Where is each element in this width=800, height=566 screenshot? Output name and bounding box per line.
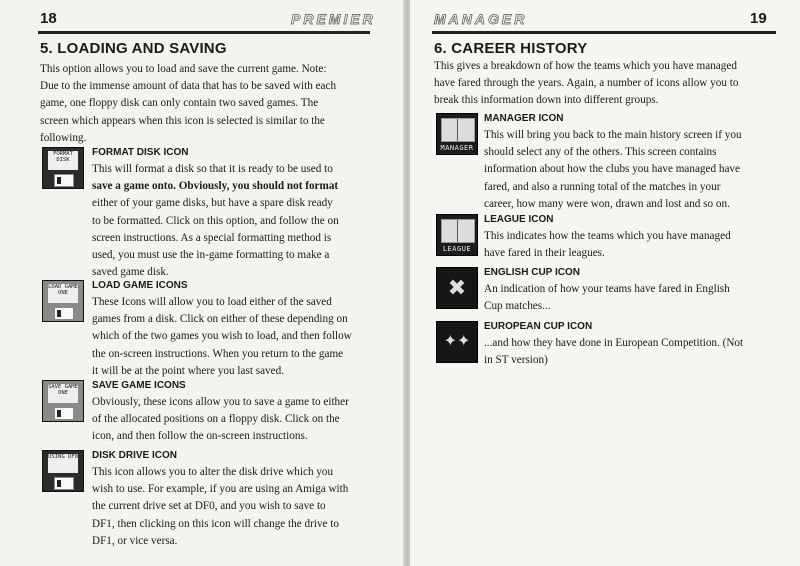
manager-book-icon: MANAGER — [436, 113, 478, 155]
page-number: 19 — [750, 10, 767, 27]
league-item — [436, 214, 791, 262]
format-disk-item — [42, 147, 382, 281]
item-title: EUROPEAN CUP ICON — [484, 321, 593, 332]
english-cup-item — [436, 267, 791, 315]
running-head: MANAGER — [434, 11, 528, 27]
header-rule — [38, 31, 370, 34]
item-description: This icon allows you to alter the disk drive which you wish to use. For example, if you are using an Amiga with the current drive set at DF0, and you wish to save to DF1, then clicking on this icon will change the drive to DF1, or vice versa. — [92, 466, 349, 547]
english-flag-icon: ✖ — [436, 267, 478, 309]
section-intro: This option allows you to load and save the current game. Note: Due to the immense amount of data that has to be saved with each game, one floppy disk can only contain two saved games. The screen which appears when this icon is selected is similar to the following. — [40, 63, 337, 144]
header-rule — [432, 31, 776, 34]
item-title: MANAGER ICON — [484, 113, 564, 124]
section-title: 5. LOADING AND SAVING — [40, 40, 227, 57]
item-description: ...and how they have done in European Competition. (Not in ST version) — [484, 337, 744, 367]
item-title: FORMAT DISK ICON — [92, 147, 189, 158]
european-stars-icon: ✦✦ — [436, 321, 478, 363]
item-description: This will format a disk so that it is ready to be used to save a game onto. Obviously, you should not format either of your game disks, but have a spare disk ready to be formatted. Click on this option, and follow the on screen instructions. As a special formatting method is used, you must use the in-game formatting to make a saved game disk. — [92, 163, 339, 279]
manager-item — [436, 113, 791, 213]
section-intro: This gives a breakdown of how the teams which you have managed have fared through the years. Again, a number of icons allow you to break this information down into different groups. — [434, 60, 739, 107]
item-title: LOAD GAME ICONS — [92, 280, 188, 291]
european-cup-item — [436, 321, 791, 369]
right-page — [410, 0, 800, 566]
item-title: ENGLISH CUP ICON — [484, 267, 580, 278]
save-game-icon: SAVE GAME ONE — [42, 380, 84, 422]
item-title: LEAGUE ICON — [484, 214, 554, 225]
load-game-item — [42, 280, 382, 380]
item-description: Obviously, these icons allow you to save a game to either of the allocated positions on a floppy disk. Click on the icon, and then follow the on-screen instructions. — [92, 396, 349, 443]
disk-drive-icon: USING DF0 — [42, 450, 84, 492]
page-number: 18 — [40, 10, 57, 27]
item-description: This will bring you back to the main history screen if you should select any of the others. This screen contains information about how the clubs you have managed have fared, and also a running total of the matches in your career, how many were won, drawn and lost and so on. — [484, 129, 742, 210]
running-head: PREMIER — [291, 11, 376, 27]
league-book-icon: LEAGUE — [436, 214, 478, 256]
load-game-icon: LOAD GAME ONE — [42, 280, 84, 322]
item-description: These Icons will allow you to load either of the saved games from a disk. Click on either of these depending on which of the two games you wish to load, and then follow the on-screen instructions. When you return to the game it will be at the point where you last saved. — [92, 296, 352, 377]
disk-drive-item — [42, 450, 382, 550]
item-description: An indication of how your teams have fared in English Cup matches... — [484, 283, 730, 313]
section-title: 6. CAREER HISTORY — [434, 40, 588, 57]
item-description: This indicates how the teams which you have managed have fared in their leagues. — [484, 230, 731, 260]
item-title: SAVE GAME ICONS — [92, 380, 186, 391]
item-title: DISK DRIVE ICON — [92, 450, 178, 461]
save-game-item — [42, 380, 382, 446]
format-disk-icon: FORMAT DISK — [42, 147, 84, 189]
